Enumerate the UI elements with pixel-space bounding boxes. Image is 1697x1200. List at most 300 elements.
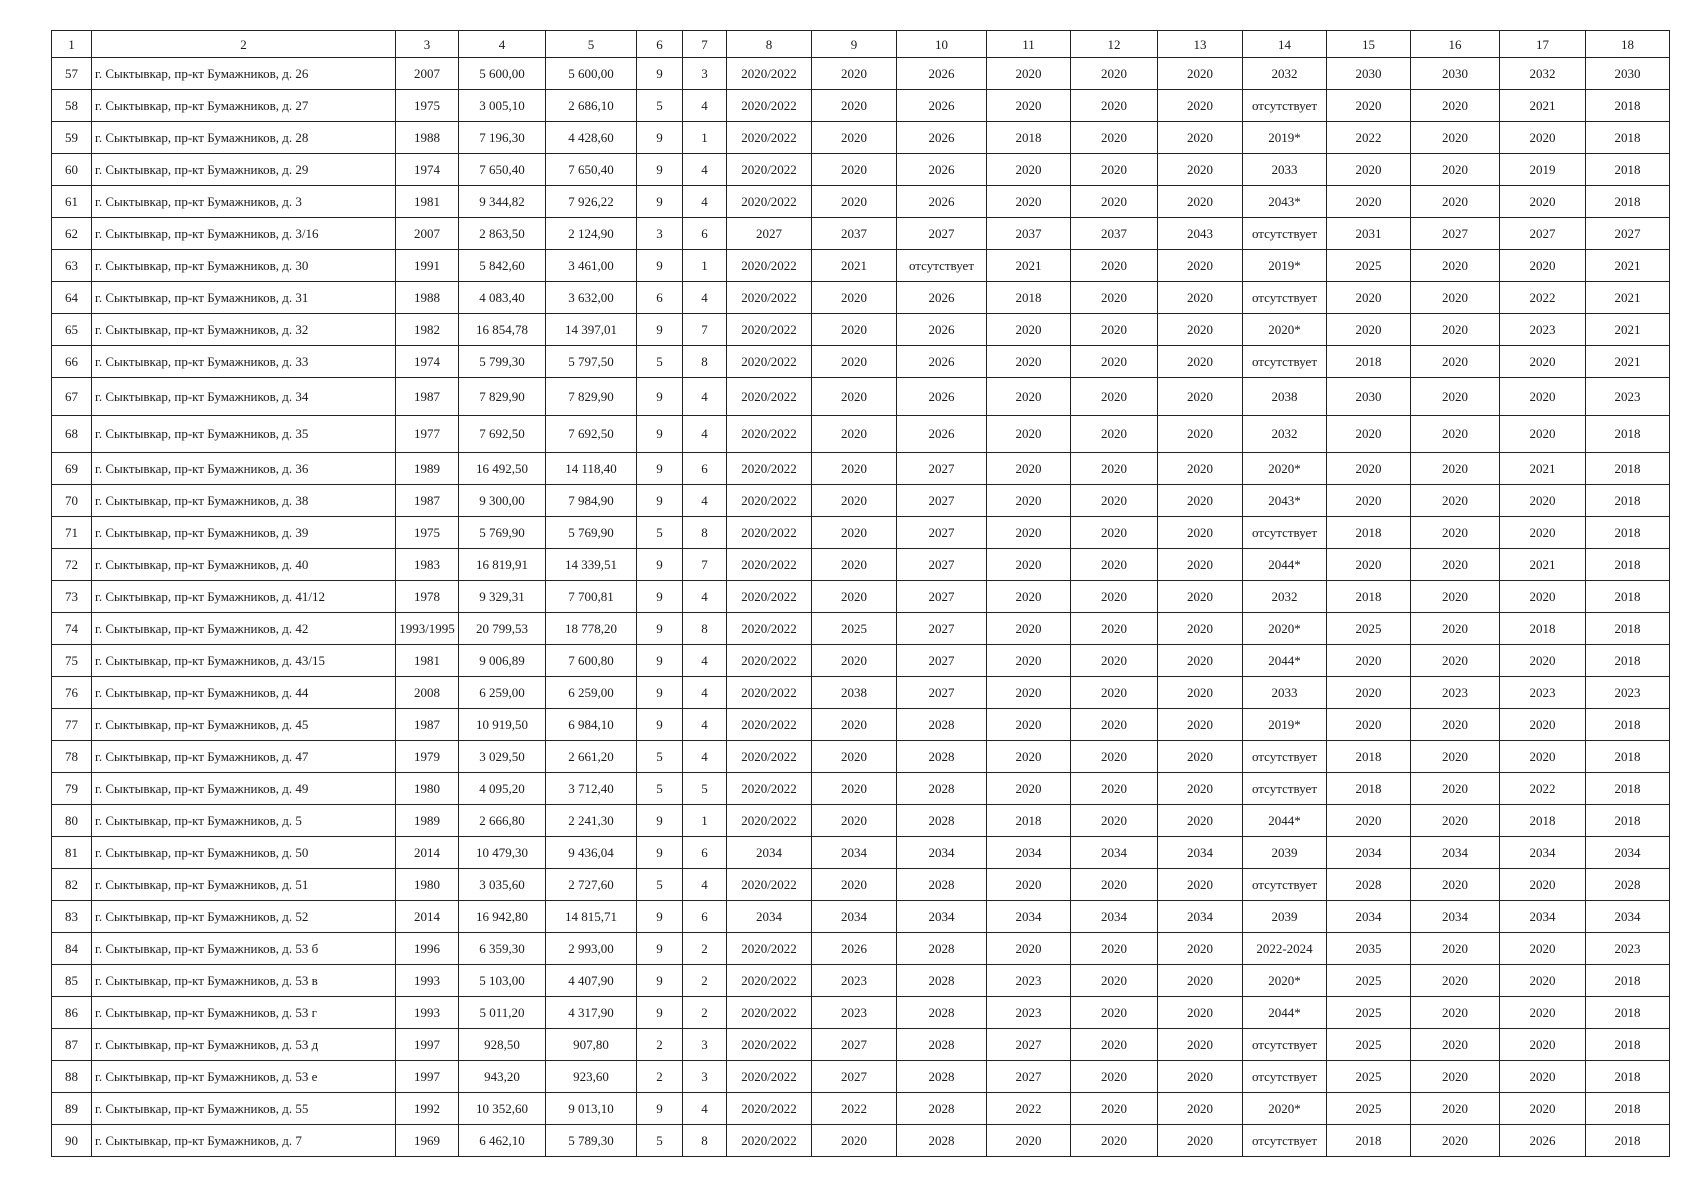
- row-number-cell: 73: [52, 581, 92, 613]
- entrances-cell: 6: [683, 901, 727, 933]
- col-17-cell: 2023: [1500, 314, 1586, 346]
- living-area-cell: 14 397,01: [546, 314, 637, 346]
- col-8-cell: 2020/2022: [727, 250, 812, 282]
- col-9-cell: 2020: [812, 645, 897, 677]
- entrances-cell: 7: [683, 549, 727, 581]
- col-15-cell: 2031: [1327, 218, 1411, 250]
- col-18-cell: 2018: [1586, 773, 1670, 805]
- col-8-cell: 2020/2022: [727, 677, 812, 709]
- living-area-cell: 2 124,90: [546, 218, 637, 250]
- total-area-cell: 2 863,50: [459, 218, 546, 250]
- col-12-cell: 2020: [1071, 1125, 1158, 1157]
- entrances-cell: 1: [683, 250, 727, 282]
- col-14-cell: отсутствует: [1243, 282, 1327, 314]
- entrances-cell: 4: [683, 415, 727, 453]
- col-10-cell: 2026: [897, 282, 987, 314]
- col-18-cell: 2018: [1586, 1029, 1670, 1061]
- col-18-cell: 2018: [1586, 965, 1670, 997]
- col-13-cell: 2020: [1158, 645, 1243, 677]
- col-15-cell: 2022: [1327, 122, 1411, 154]
- col-17-cell: 2022: [1500, 773, 1586, 805]
- entrances-cell: 4: [683, 90, 727, 122]
- total-area-cell: 5 600,00: [459, 58, 546, 90]
- col-9-cell: 2020: [812, 346, 897, 378]
- col-18-cell: 2021: [1586, 282, 1670, 314]
- col-17-cell: 2020: [1500, 415, 1586, 453]
- row-number-cell: 80: [52, 805, 92, 837]
- col-10-cell: 2026: [897, 90, 987, 122]
- col-9-cell: 2020: [812, 741, 897, 773]
- col-14-cell: отсутствует: [1243, 1029, 1327, 1061]
- col-18-cell: 2027: [1586, 218, 1670, 250]
- entrances-cell: 4: [683, 645, 727, 677]
- col-9-cell: 2020: [812, 154, 897, 186]
- total-area-cell: 4 083,40: [459, 282, 546, 314]
- col-14-cell: отсутствует: [1243, 773, 1327, 805]
- col-18-cell: 2018: [1586, 1093, 1670, 1125]
- row-number-cell: 74: [52, 613, 92, 645]
- col-10-cell: 2028: [897, 965, 987, 997]
- col-15-cell: 2030: [1327, 58, 1411, 90]
- col-13-cell: 2020: [1158, 1029, 1243, 1061]
- col-10-cell: 2026: [897, 378, 987, 416]
- entrances-cell: 8: [683, 517, 727, 549]
- row-number-cell: 85: [52, 965, 92, 997]
- build-year-cell: 2007: [396, 218, 459, 250]
- build-year-cell: 1988: [396, 282, 459, 314]
- row-number-cell: 75: [52, 645, 92, 677]
- col-16-cell: 2030: [1411, 58, 1500, 90]
- address-cell: г. Сыктывкар, пр-кт Бумажников, д. 26: [92, 58, 396, 90]
- col-18-cell: 2018: [1586, 415, 1670, 453]
- col-11-cell: 2020: [987, 677, 1071, 709]
- col-10-cell: 2026: [897, 122, 987, 154]
- total-area-cell: 7 650,40: [459, 154, 546, 186]
- col-10-cell: 2028: [897, 997, 987, 1029]
- col-16-cell: 2027: [1411, 218, 1500, 250]
- table-row: [52, 1125, 1670, 1157]
- col-18-cell: 2021: [1586, 314, 1670, 346]
- total-area-cell: 16 492,50: [459, 453, 546, 485]
- col-13-cell: 2020: [1158, 677, 1243, 709]
- row-number-cell: 86: [52, 997, 92, 1029]
- col-12-cell: 2020: [1071, 485, 1158, 517]
- row-number-cell: 82: [52, 869, 92, 901]
- col-13-cell: 2020: [1158, 773, 1243, 805]
- row-number-cell: 77: [52, 709, 92, 741]
- col-8-cell: 2020/2022: [727, 741, 812, 773]
- table-row: [52, 90, 1670, 122]
- column-header-10: 10: [897, 31, 987, 58]
- col-11-cell: 2020: [987, 613, 1071, 645]
- col-8-cell: 2020/2022: [727, 645, 812, 677]
- col-9-cell: 2037: [812, 218, 897, 250]
- col-13-cell: 2020: [1158, 1061, 1243, 1093]
- col-13-cell: 2020: [1158, 282, 1243, 314]
- col-12-cell: 2020: [1071, 869, 1158, 901]
- col-9-cell: 2020: [812, 90, 897, 122]
- entrances-cell: 3: [683, 1029, 727, 1061]
- table-row: [52, 122, 1670, 154]
- col-8-cell: 2020/2022: [727, 186, 812, 218]
- col-13-cell: 2020: [1158, 805, 1243, 837]
- col-11-cell: 2020: [987, 453, 1071, 485]
- col-9-cell: 2020: [812, 869, 897, 901]
- col-11-cell: 2018: [987, 805, 1071, 837]
- col-18-cell: 2021: [1586, 346, 1670, 378]
- table-row: [52, 282, 1670, 314]
- living-area-cell: 2 686,10: [546, 90, 637, 122]
- build-year-cell: 1982: [396, 314, 459, 346]
- col-15-cell: 2025: [1327, 1093, 1411, 1125]
- col-11-cell: 2020: [987, 415, 1071, 453]
- table-row: [52, 677, 1670, 709]
- column-header-2: 2: [92, 31, 396, 58]
- col-17-cell: 2020: [1500, 965, 1586, 997]
- col-16-cell: 2020: [1411, 549, 1500, 581]
- build-year-cell: 1977: [396, 415, 459, 453]
- address-cell: г. Сыктывкар, пр-кт Бумажников, д. 53 д: [92, 1029, 396, 1061]
- entrances-cell: 4: [683, 186, 727, 218]
- column-header-3: 3: [396, 31, 459, 58]
- col-15-cell: 2018: [1327, 1125, 1411, 1157]
- floors-cell: 9: [637, 645, 683, 677]
- col-10-cell: 2027: [897, 645, 987, 677]
- address-cell: г. Сыктывкар, пр-кт Бумажников, д. 49: [92, 773, 396, 805]
- total-area-cell: 3 029,50: [459, 741, 546, 773]
- col-18-cell: 2018: [1586, 517, 1670, 549]
- table-row: [52, 250, 1670, 282]
- col-16-cell: 2020: [1411, 314, 1500, 346]
- col-15-cell: 2034: [1327, 901, 1411, 933]
- col-13-cell: 2020: [1158, 250, 1243, 282]
- col-17-cell: 2018: [1500, 805, 1586, 837]
- total-area-cell: 16 854,78: [459, 314, 546, 346]
- table-row: [52, 186, 1670, 218]
- col-16-cell: 2020: [1411, 613, 1500, 645]
- row-number-cell: 64: [52, 282, 92, 314]
- build-year-cell: 2008: [396, 677, 459, 709]
- col-16-cell: 2020: [1411, 805, 1500, 837]
- col-15-cell: 2025: [1327, 1061, 1411, 1093]
- col-10-cell: 2027: [897, 218, 987, 250]
- col-8-cell: 2020/2022: [727, 933, 812, 965]
- col-9-cell: 2034: [812, 901, 897, 933]
- floors-cell: 5: [637, 346, 683, 378]
- col-16-cell: 2020: [1411, 1061, 1500, 1093]
- col-17-cell: 2023: [1500, 677, 1586, 709]
- row-number-cell: 61: [52, 186, 92, 218]
- col-13-cell: 2020: [1158, 1093, 1243, 1125]
- address-cell: г. Сыктывкар, пр-кт Бумажников, д. 40: [92, 549, 396, 581]
- col-11-cell: 2037: [987, 218, 1071, 250]
- col-17-cell: 2034: [1500, 901, 1586, 933]
- col-13-cell: 2034: [1158, 901, 1243, 933]
- col-13-cell: 2020: [1158, 709, 1243, 741]
- col-15-cell: 2018: [1327, 517, 1411, 549]
- col-10-cell: 2028: [897, 1093, 987, 1125]
- living-area-cell: 3 461,00: [546, 250, 637, 282]
- floors-cell: 9: [637, 965, 683, 997]
- col-13-cell: 2020: [1158, 58, 1243, 90]
- entrances-cell: 4: [683, 1093, 727, 1125]
- col-10-cell: 2028: [897, 1125, 987, 1157]
- col-12-cell: 2020: [1071, 154, 1158, 186]
- col-10-cell: 2026: [897, 415, 987, 453]
- floors-cell: 5: [637, 517, 683, 549]
- col-13-cell: 2020: [1158, 965, 1243, 997]
- row-number-cell: 60: [52, 154, 92, 186]
- total-area-cell: 5 799,30: [459, 346, 546, 378]
- row-number-cell: 83: [52, 901, 92, 933]
- col-8-cell: 2020/2022: [727, 90, 812, 122]
- build-year-cell: 1975: [396, 90, 459, 122]
- living-area-cell: 7 829,90: [546, 378, 637, 416]
- floors-cell: 9: [637, 805, 683, 837]
- address-cell: г. Сыктывкар, пр-кт Бумажников, д. 53 г: [92, 997, 396, 1029]
- col-16-cell: 2020: [1411, 645, 1500, 677]
- floors-cell: 5: [637, 869, 683, 901]
- floors-cell: 5: [637, 90, 683, 122]
- col-14-cell: 2019*: [1243, 709, 1327, 741]
- col-10-cell: 2034: [897, 837, 987, 869]
- col-9-cell: 2038: [812, 677, 897, 709]
- floors-cell: 9: [637, 997, 683, 1029]
- row-number-cell: 68: [52, 415, 92, 453]
- col-18-cell: 2023: [1586, 677, 1670, 709]
- col-13-cell: 2034: [1158, 837, 1243, 869]
- col-17-cell: 2020: [1500, 1061, 1586, 1093]
- total-area-cell: 6 359,30: [459, 933, 546, 965]
- table-row: [52, 645, 1670, 677]
- row-number-cell: 59: [52, 122, 92, 154]
- living-area-cell: 4 407,90: [546, 965, 637, 997]
- col-12-cell: 2020: [1071, 282, 1158, 314]
- address-cell: г. Сыктывкар, пр-кт Бумажников, д. 51: [92, 869, 396, 901]
- col-12-cell: 2020: [1071, 645, 1158, 677]
- col-14-cell: 2032: [1243, 58, 1327, 90]
- col-15-cell: 2034: [1327, 837, 1411, 869]
- build-year-cell: 1974: [396, 346, 459, 378]
- table-row: [52, 378, 1670, 416]
- address-cell: г. Сыктывкар, пр-кт Бумажников, д. 7: [92, 1125, 396, 1157]
- build-year-cell: 1989: [396, 453, 459, 485]
- total-area-cell: 5 769,90: [459, 517, 546, 549]
- col-14-cell: 2039: [1243, 901, 1327, 933]
- col-13-cell: 2020: [1158, 933, 1243, 965]
- col-14-cell: 2043*: [1243, 186, 1327, 218]
- build-year-cell: 1987: [396, 709, 459, 741]
- entrances-cell: 4: [683, 485, 727, 517]
- col-17-cell: 2020: [1500, 186, 1586, 218]
- living-area-cell: 6 984,10: [546, 709, 637, 741]
- col-12-cell: 2020: [1071, 58, 1158, 90]
- col-10-cell: 2027: [897, 517, 987, 549]
- floors-cell: 9: [637, 154, 683, 186]
- floors-cell: 9: [637, 485, 683, 517]
- col-15-cell: 2020: [1327, 709, 1411, 741]
- col-12-cell: 2020: [1071, 677, 1158, 709]
- floors-cell: 9: [637, 581, 683, 613]
- col-18-cell: 2018: [1586, 549, 1670, 581]
- address-cell: г. Сыктывкар, пр-кт Бумажников, д. 34: [92, 378, 396, 416]
- col-17-cell: 2021: [1500, 549, 1586, 581]
- table-row: [52, 453, 1670, 485]
- col-16-cell: 2020: [1411, 415, 1500, 453]
- col-8-cell: 2020/2022: [727, 805, 812, 837]
- col-9-cell: 2020: [812, 773, 897, 805]
- address-cell: г. Сыктывкар, пр-кт Бумажников, д. 3: [92, 186, 396, 218]
- col-17-cell: 2020: [1500, 517, 1586, 549]
- address-cell: г. Сыктывкар, пр-кт Бумажников, д. 45: [92, 709, 396, 741]
- housing-schedule-table: [51, 30, 1670, 1157]
- row-number-cell: 79: [52, 773, 92, 805]
- col-9-cell: 2020: [812, 186, 897, 218]
- col-10-cell: 2028: [897, 1061, 987, 1093]
- col-15-cell: 2020: [1327, 415, 1411, 453]
- col-14-cell: 2020*: [1243, 453, 1327, 485]
- col-12-cell: 2020: [1071, 122, 1158, 154]
- col-16-cell: 2020: [1411, 869, 1500, 901]
- column-header-12: 12: [1071, 31, 1158, 58]
- build-year-cell: 1981: [396, 186, 459, 218]
- row-number-cell: 78: [52, 741, 92, 773]
- table-row: [52, 965, 1670, 997]
- entrances-cell: 1: [683, 805, 727, 837]
- col-15-cell: 2020: [1327, 805, 1411, 837]
- address-cell: г. Сыктывкар, пр-кт Бумажников, д. 30: [92, 250, 396, 282]
- col-10-cell: 2028: [897, 1029, 987, 1061]
- build-year-cell: 1997: [396, 1029, 459, 1061]
- total-area-cell: 943,20: [459, 1061, 546, 1093]
- col-13-cell: 2020: [1158, 346, 1243, 378]
- build-year-cell: 2007: [396, 58, 459, 90]
- col-15-cell: 2020: [1327, 677, 1411, 709]
- col-8-cell: 2020/2022: [727, 1029, 812, 1061]
- entrances-cell: 8: [683, 346, 727, 378]
- row-number-cell: 63: [52, 250, 92, 282]
- living-area-cell: 923,60: [546, 1061, 637, 1093]
- entrances-cell: 4: [683, 677, 727, 709]
- row-number-cell: 57: [52, 58, 92, 90]
- address-cell: г. Сыктывкар, пр-кт Бумажников, д. 43/15: [92, 645, 396, 677]
- col-9-cell: 2027: [812, 1029, 897, 1061]
- col-9-cell: 2023: [812, 997, 897, 1029]
- col-16-cell: 2020: [1411, 933, 1500, 965]
- col-8-cell: 2020/2022: [727, 485, 812, 517]
- col-15-cell: 2020: [1327, 645, 1411, 677]
- col-15-cell: 2018: [1327, 346, 1411, 378]
- living-area-cell: 14 118,40: [546, 453, 637, 485]
- col-15-cell: 2020: [1327, 549, 1411, 581]
- living-area-cell: 4 428,60: [546, 122, 637, 154]
- col-18-cell: 2018: [1586, 645, 1670, 677]
- col-15-cell: 2020: [1327, 90, 1411, 122]
- col-17-cell: 2020: [1500, 122, 1586, 154]
- row-number-cell: 58: [52, 90, 92, 122]
- table-body: [52, 58, 1670, 1157]
- col-13-cell: 2020: [1158, 378, 1243, 416]
- col-12-cell: 2020: [1071, 581, 1158, 613]
- col-18-cell: 2018: [1586, 90, 1670, 122]
- build-year-cell: 1981: [396, 645, 459, 677]
- col-17-cell: 2020: [1500, 1029, 1586, 1061]
- column-header-13: 13: [1158, 31, 1243, 58]
- col-17-cell: 2022: [1500, 282, 1586, 314]
- col-10-cell: 2027: [897, 485, 987, 517]
- col-12-cell: 2020: [1071, 250, 1158, 282]
- floors-cell: 3: [637, 218, 683, 250]
- col-15-cell: 2030: [1327, 378, 1411, 416]
- col-16-cell: 2020: [1411, 250, 1500, 282]
- table-row: [52, 805, 1670, 837]
- total-area-cell: 9 300,00: [459, 485, 546, 517]
- living-area-cell: 7 700,81: [546, 581, 637, 613]
- col-16-cell: 2020: [1411, 346, 1500, 378]
- table-row: [52, 218, 1670, 250]
- col-18-cell: 2018: [1586, 453, 1670, 485]
- col-17-cell: 2020: [1500, 1093, 1586, 1125]
- col-15-cell: 2025: [1327, 965, 1411, 997]
- col-17-cell: 2021: [1500, 90, 1586, 122]
- col-17-cell: 2034: [1500, 837, 1586, 869]
- col-12-cell: 2020: [1071, 346, 1158, 378]
- col-16-cell: 2034: [1411, 837, 1500, 869]
- build-year-cell: 1983: [396, 549, 459, 581]
- col-18-cell: 2021: [1586, 250, 1670, 282]
- total-area-cell: 16 942,80: [459, 901, 546, 933]
- floors-cell: 9: [637, 613, 683, 645]
- col-15-cell: 2018: [1327, 581, 1411, 613]
- col-8-cell: 2034: [727, 901, 812, 933]
- table-row: [52, 485, 1670, 517]
- living-area-cell: 14 339,51: [546, 549, 637, 581]
- col-14-cell: 2022-2024: [1243, 933, 1327, 965]
- table-row: [52, 933, 1670, 965]
- table-row: [52, 581, 1670, 613]
- col-8-cell: 2020/2022: [727, 282, 812, 314]
- row-number-cell: 90: [52, 1125, 92, 1157]
- address-cell: г. Сыктывкар, пр-кт Бумажников, д. 47: [92, 741, 396, 773]
- col-8-cell: 2020/2022: [727, 378, 812, 416]
- col-11-cell: 2020: [987, 933, 1071, 965]
- table-row: [52, 346, 1670, 378]
- col-11-cell: 2020: [987, 741, 1071, 773]
- address-cell: г. Сыктывкар, пр-кт Бумажников, д. 28: [92, 122, 396, 154]
- column-header-18: 18: [1586, 31, 1670, 58]
- address-cell: г. Сыктывкар, пр-кт Бумажников, д. 5: [92, 805, 396, 837]
- col-9-cell: 2020: [812, 453, 897, 485]
- col-13-cell: 2020: [1158, 186, 1243, 218]
- living-area-cell: 5 797,50: [546, 346, 637, 378]
- floors-cell: 9: [637, 677, 683, 709]
- col-17-cell: 2020: [1500, 709, 1586, 741]
- column-header-6: 6: [637, 31, 683, 58]
- col-11-cell: 2020: [987, 186, 1071, 218]
- address-cell: г. Сыктывкар, пр-кт Бумажников, д. 38: [92, 485, 396, 517]
- col-14-cell: 2020*: [1243, 613, 1327, 645]
- total-area-cell: 928,50: [459, 1029, 546, 1061]
- col-10-cell: 2028: [897, 741, 987, 773]
- col-8-cell: 2020/2022: [727, 1125, 812, 1157]
- col-14-cell: отсутствует: [1243, 1125, 1327, 1157]
- address-cell: г. Сыктывкар, пр-кт Бумажников, д. 27: [92, 90, 396, 122]
- col-11-cell: 2018: [987, 282, 1071, 314]
- col-14-cell: 2020*: [1243, 1093, 1327, 1125]
- address-cell: г. Сыктывкар, пр-кт Бумажников, д. 53 в: [92, 965, 396, 997]
- col-15-cell: 2025: [1327, 613, 1411, 645]
- living-area-cell: 5 789,30: [546, 1125, 637, 1157]
